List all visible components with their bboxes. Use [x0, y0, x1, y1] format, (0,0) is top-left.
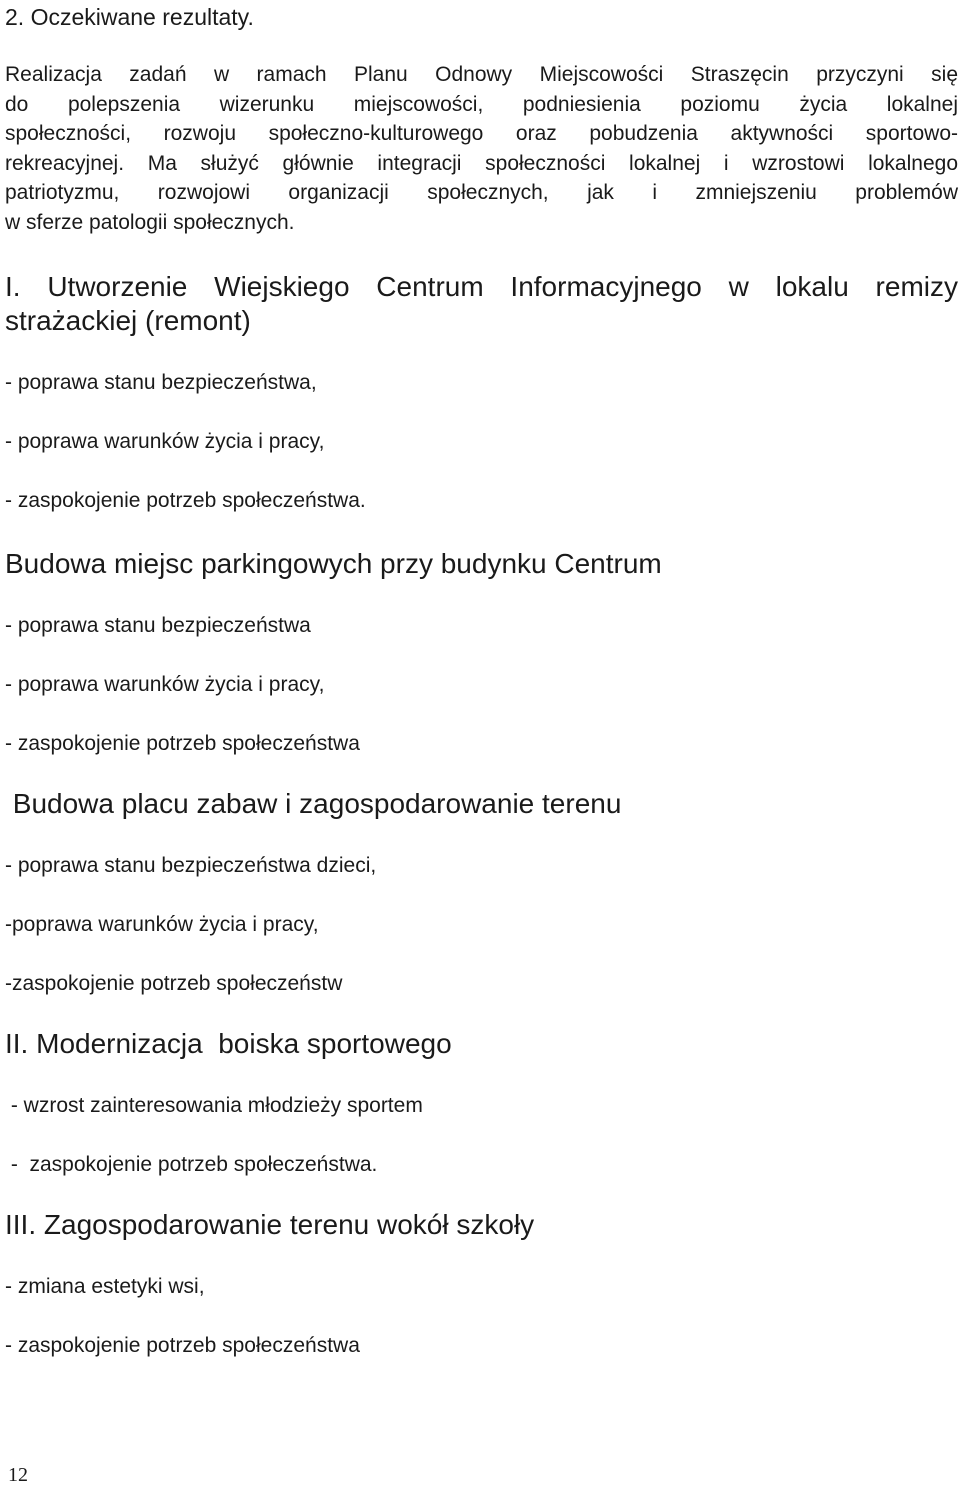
list-item: - zaspokojenie potrzeb społeczeństwa — [5, 1334, 360, 1357]
intro-line: w sferze patologii społecznych. — [5, 210, 295, 234]
list-item: -zaspokojenie potrzeb społeczeństw — [5, 972, 343, 995]
intro-line: Realizacja zadań w ramach Planu Odnowy Miejscowości Straszęcin przyczyni się — [5, 63, 958, 86]
list-item: - zaspokojenie potrzeb społeczeństwa. — [5, 489, 366, 512]
intro-line: patriotyzmu, rozwojowi organizacji społecznych, jak i zmniejszeniu problemów — [5, 181, 958, 204]
section-title-1 — [5, 270, 958, 338]
section-title-2: II. Modernizacja boiska sportowego — [5, 1028, 452, 1059]
intro-line: do polepszenia wizerunku miejscowości, podniesienia poziomu życia lokalnej — [5, 92, 958, 116]
section-heading: 2. Oczekiwane rezultaty. — [5, 4, 254, 30]
list-item: - wzrost zainteresowania młodzieży sportem — [5, 1094, 423, 1117]
list-item: - poprawa stanu bezpieczeństwa — [5, 614, 311, 637]
list-item: - poprawa warunków życia i pracy, — [5, 673, 325, 696]
list-item: -poprawa warunków życia i pracy, — [5, 913, 319, 936]
section-title-playground: Budowa placu zabaw i zagospodarowanie terenu — [5, 788, 622, 819]
section-title-parking: Budowa miejsc parkingowych przy budynku Centrum — [5, 548, 662, 579]
list-item: - zaspokojenie potrzeb społeczeństwa — [5, 732, 360, 755]
section-title-line: I. Utworzenie Wiejskiego Centrum Informacyjnego w lokalu remizy — [5, 271, 958, 302]
list-item: - poprawa warunków życia i pracy, — [5, 430, 325, 453]
intro-paragraph — [5, 60, 958, 237]
intro-line: społeczności, rozwoju społeczno-kulturowego oraz pobudzenia aktywności sportowo- — [5, 122, 958, 145]
list-item: - poprawa stanu bezpieczeństwa, — [5, 371, 317, 394]
section-title-3: III. Zagospodarowanie terenu wokół szkoły — [5, 1209, 535, 1240]
list-item: - poprawa stanu bezpieczeństwa dzieci, — [5, 854, 377, 877]
page-number: 12 — [8, 1464, 28, 1486]
intro-line: rekreacyjnej. Ma służyć głównie integracji społeczności lokalnej i wzrostowi lokalnego — [5, 151, 958, 175]
list-item: - zmiana estetyki wsi, — [5, 1275, 205, 1298]
section-title-line: strażackiej (remont) — [5, 305, 251, 336]
list-item: - zaspokojenie potrzeb społeczeństwa. — [5, 1153, 378, 1176]
